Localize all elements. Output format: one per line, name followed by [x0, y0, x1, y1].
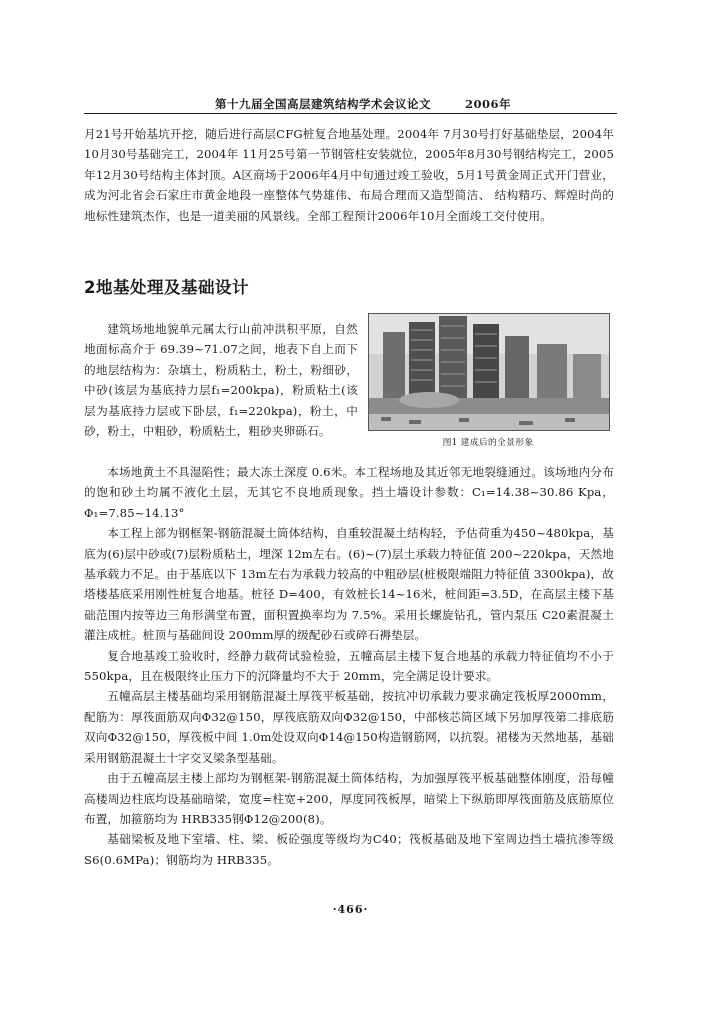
paragraph-foundation: 本工程上部为钢框架-钢筋混凝土筒体结构，自重较混凝土结构轻，予估荷重为450~480kpa，基底为(6)层中砂或(7)层粉质粘土，埋深 12m左右。(6)~(7)层土承载力特征值 200~220kpa，天然地基承载力不足。由于基底以下 13m左右为承载力较高的中粗砂层(桩极限端阻力特征值 3300kpa)，故塔楼基底采用刚性桩复合地基。桩径 D=400，有效桩长14~16米，桩间距=3.5D，在高层主楼下基础范围内按等边三角形满堂布置，面积置换率均为 7.5%。采用长螺旋钻孔，管内泵压 C20素混凝土灌注成桩。桩顶与基础间设 200mm厚的级配砂石或碎石褥垫层。 [84, 526, 614, 643]
building-photo [368, 313, 610, 431]
geology-paragraph: 建筑场地地貌单元属太行山前冲洪积平原，自然地面标高介于 69.39~71.07之间，地表下自上而下的地层结构为：杂填土，粉质粘土，粉土，粉细砂，中砂(该层为基底持力层f₁=200kpa)，粉质粘土(该层为基底持力层或下卧层，f₁=220kpa)，粉土，中砂，粉土，中粗砂，粉质粘土，粗砂夹卵砾石。 [84, 322, 358, 439]
page-number: ·466· [332, 903, 369, 916]
paragraph-beams: 由于五幢高层主楼上部均为钢框架-钢筋混凝土筒体结构，为加强厚筏平板基础整体刚度，沿每幢高楼周边柱底均设基础暗梁，宽度=柱宽+200，厚度同筏板厚，暗梁上下纵筋即厚筏面筋及底筋原位布置，加箍筋均为 HRB335钢Φ12@200(8)。 [84, 771, 614, 826]
paragraph-raft: 五幢高层主楼基础均采用钢筋混凝土厚筏平板基础，按抗冲切承载力要求确定筏板厚2000mm，配筋为：厚筏面筋双向Φ32@150，厚筏底筋双向Φ32@150，中部核芯筒区域下另加厚筏第二排底筋双向Φ32@150，厚筏板中间 1.0m处设双向Φ14@150构造钢筋网，以抗裂。裙楼为天然地基，基础采用钢筋混凝土十字交叉梁条型基础。 [84, 689, 614, 765]
paragraph-soil: 本场地黄土不具湿陷性；最大冻土深度 0.6米。本工程场地及其近邻无地裂缝通过。该场地内分布的饱和砂土均属不液化土层，无其它不良地质现象。挡土墙设计参数：C₁=14.38~30.86 Kpa，Φ₁=7.85~14.13° [84, 465, 614, 520]
building-photo-icon [369, 314, 609, 430]
figure-caption: 图1 建成后的全景形象 [442, 438, 534, 448]
intro-paragraph: 月21号开始基坑开挖，随后进行高层CFG桩复合地基处理。2004年 7月30号打好基础垫层，2004年 10月30号基础完工，2004年 11月25号第一节钢管柱安装就位，2005年8月30号钢结构完工，2005年12月30号结构主体封顶。A区商场于2006年4月中旬通过竣工验收，5月1号黄金周正式开门营业，成为河北省会石家庄市黄金地段一座整体气势雄伟、布局合理而又造型简洁、 结构精巧、辉煌时尚的地标性建筑杰作，也是一道美丽的风景线。全部工程预计2006年10月全面竣工交付使用。 [84, 127, 614, 223]
section-heading: 2地基处理及基础设计 [84, 278, 249, 297]
main-text-block [84, 462, 614, 870]
running-header [215, 96, 515, 112]
running-title: 第十九届全国高层建筑结构学术会议论文 [215, 97, 431, 111]
paragraph-acceptance: 复合地基竣工验收时，经静力载荷试验检验，五幢高层主楼下复合地基的承载力特征值均不小于550kpa，且在极限终止压力下的沉降量均不大于 20mm，完全满足设计要求。 [84, 648, 614, 684]
header-rule [84, 113, 617, 114]
paragraph-materials: 基础梁板及地下室墙、柱、梁、板砼强度等级均为C40；筏板基础及地下室周边挡土墙抗渗等级 S6(0.6MPa)；钢筋均为 HRB335。 [84, 832, 614, 867]
running-year: 2006年 [465, 97, 512, 111]
